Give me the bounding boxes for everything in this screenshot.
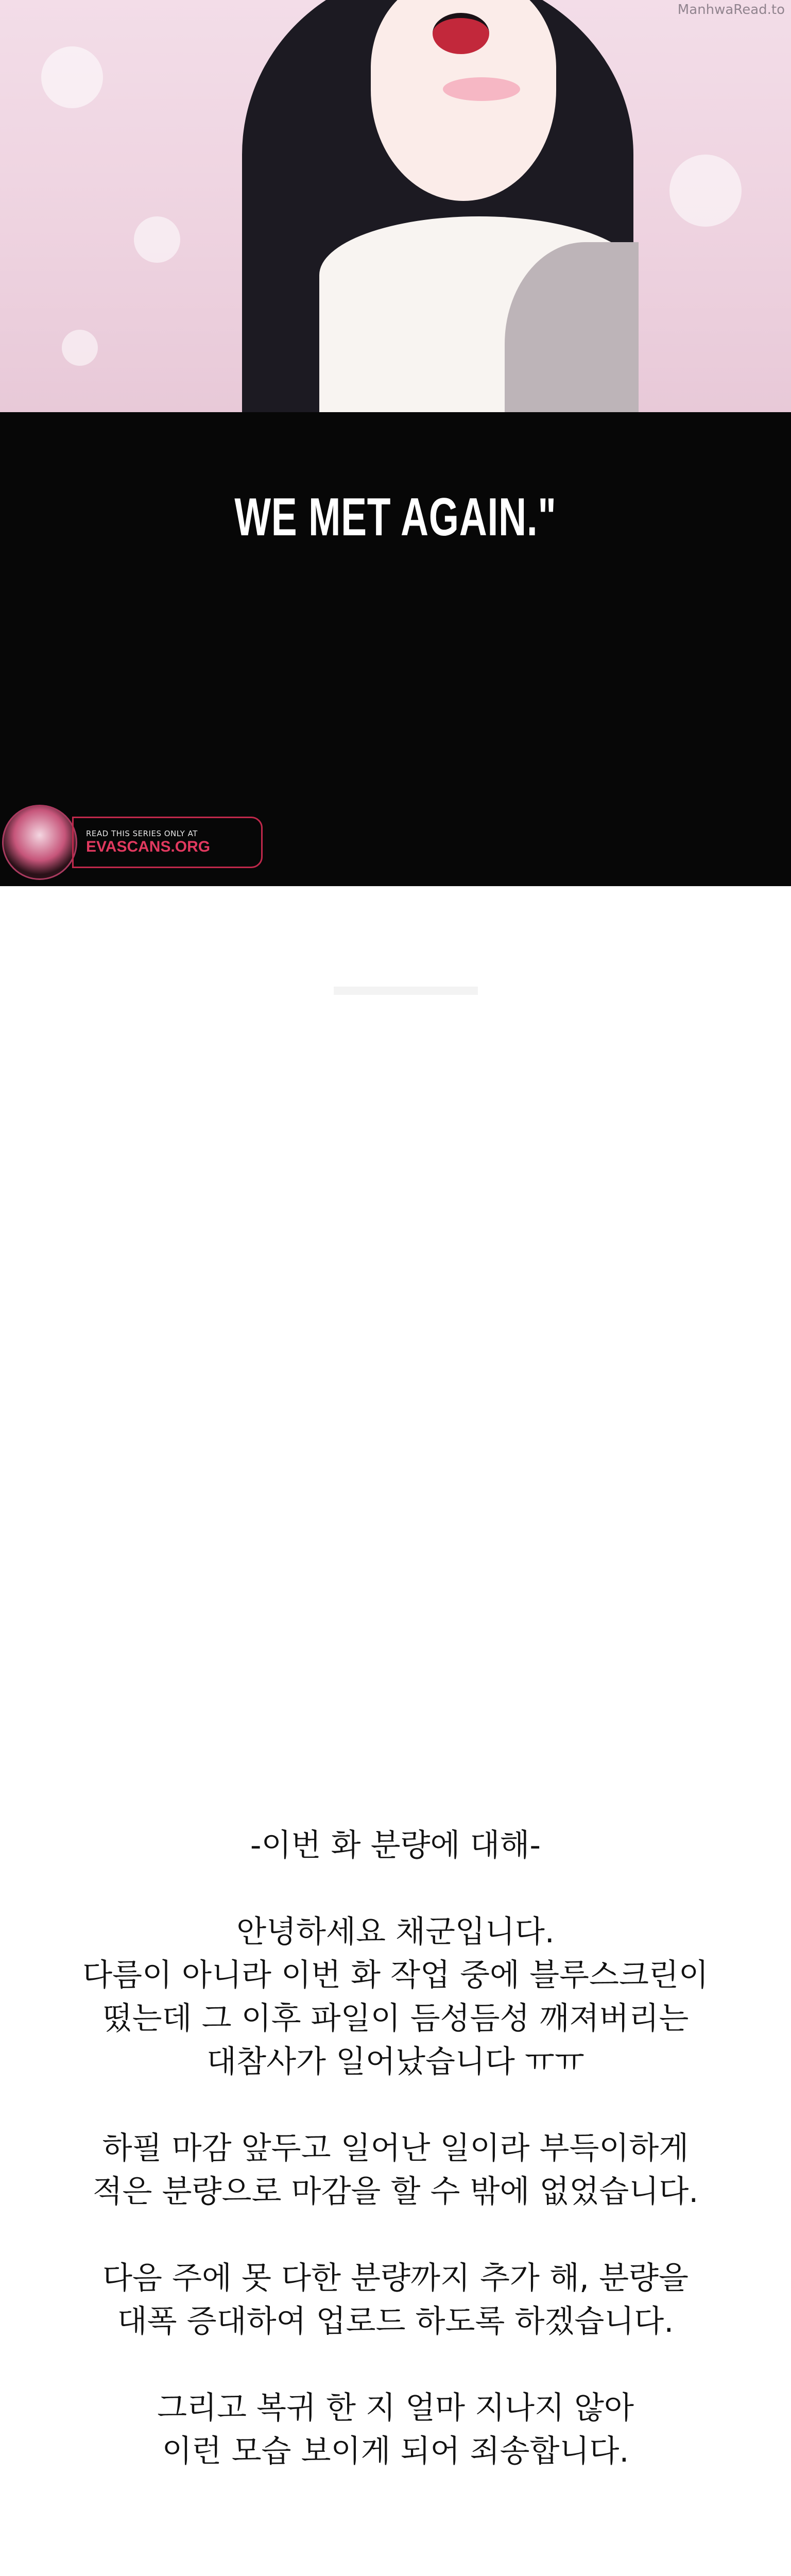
note-title: -이번 화 분량에 대해- — [250, 1827, 541, 1863]
note-paragraph — [0, 2257, 791, 2343]
credit-small-text: READ THIS SERIES ONLY AT — [86, 829, 198, 838]
note-line: 다름이 아니라 이번 화 작업 중에 블루스크린이 — [82, 1957, 709, 1993]
author-note — [0, 1824, 791, 2516]
credit-text-box — [72, 817, 263, 868]
note-line: 대참사가 일어났습니다 ㅠㅠ — [207, 2044, 584, 2080]
faint-divider — [334, 987, 478, 995]
manga-panel-artwork — [0, 0, 791, 412]
scanlation-credit-badge — [0, 804, 278, 881]
note-line: 그리고 복귀 한 지 얼마 지나지 않아 — [157, 2390, 634, 2426]
background-sparkle — [669, 155, 742, 227]
character-eye — [433, 13, 489, 54]
background-sparkle — [62, 330, 98, 366]
character-blush — [443, 77, 520, 101]
note-line: 대폭 증대하여 업로드 하도록 하겠습니다. — [117, 2303, 674, 2340]
site-watermark: ManhwaRead.to — [677, 2, 785, 18]
note-line: 하필 마감 앞두고 일어난 일이라 부득이하게 — [102, 2130, 689, 2166]
note-paragraph — [0, 1910, 791, 2083]
speech-caption: WE MET AGAIN." — [234, 487, 557, 547]
background-sparkle — [41, 46, 103, 108]
note-paragraph — [0, 2127, 791, 2213]
author-note-section — [0, 886, 791, 2576]
credit-site-text: EVASCANS.ORG — [86, 838, 211, 855]
background-sparkle — [134, 216, 180, 263]
note-line: 안녕하세요 채군입니다. — [236, 1914, 555, 1950]
caption-panel — [0, 412, 791, 886]
credit-avatar — [2, 805, 77, 880]
note-line: 다음 주에 못 다한 분량까지 추가 해, 분량을 — [102, 2260, 689, 2296]
note-line: 이런 모습 보이게 되어 죄송합니다. — [162, 2433, 629, 2469]
note-line: 적은 분량으로 마감을 할 수 밖에 없었습니다. — [92, 2174, 699, 2210]
note-line: 떴는데 그 이후 파일이 듬성듬성 깨져버리는 — [102, 2001, 689, 2037]
note-paragraph — [0, 2386, 791, 2473]
